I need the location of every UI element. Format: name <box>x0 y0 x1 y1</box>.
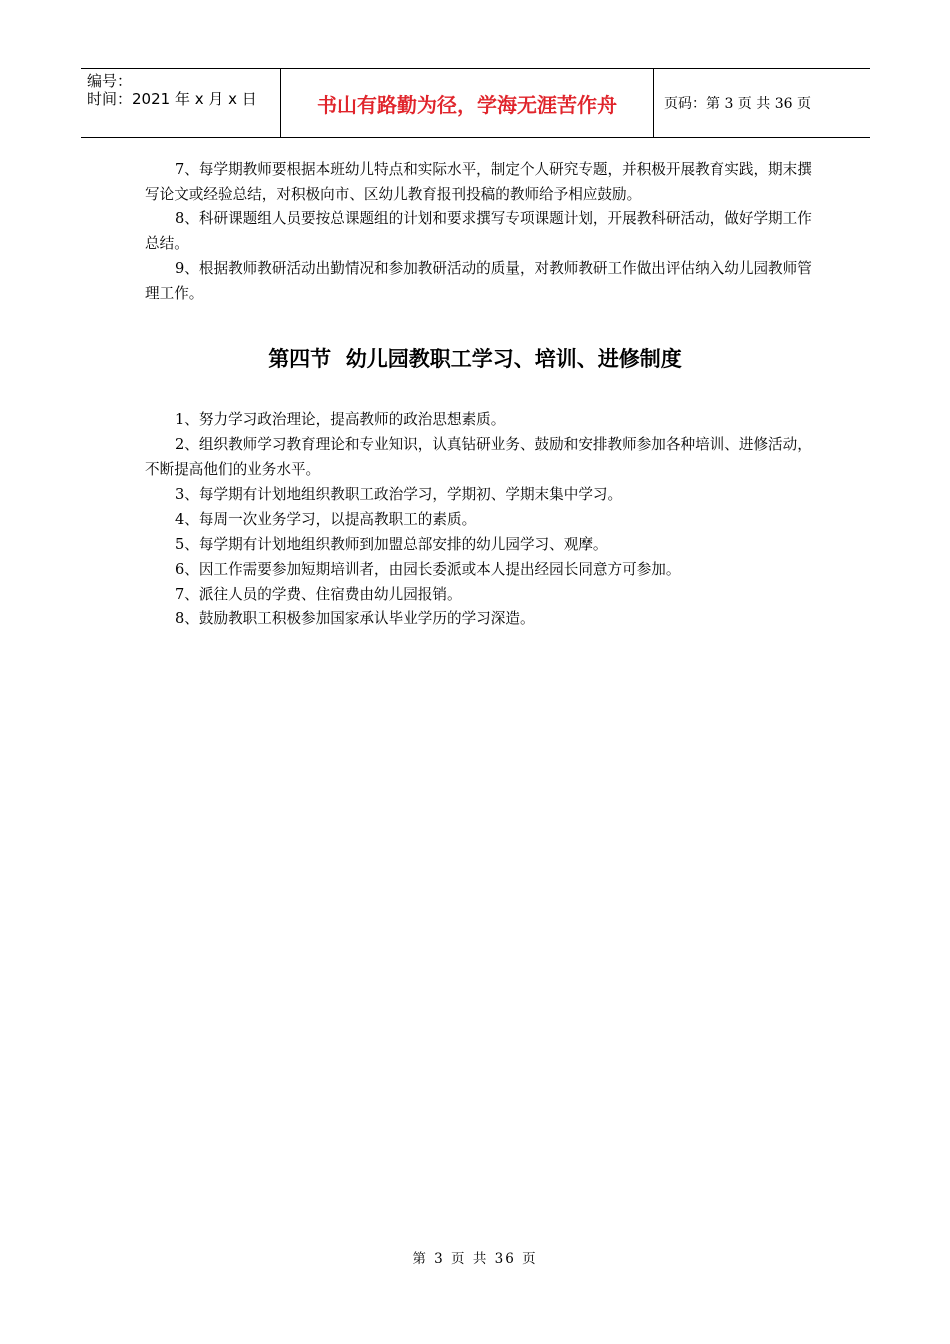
list-item: 6、因工作需要参加短期培训者，由园长委派或本人提出经园长同意方可参加。 <box>175 561 681 578</box>
list-item: 7、派往人员的学费、住宿费由幼儿园报销。 <box>175 586 462 603</box>
paragraph-item-8: 8、科研课题组人员要按总课题组的计划和要求撰写专项课题计划，开展教科研活动，做好学期工作总结。 <box>145 210 812 252</box>
section-title: 第四节 幼儿园教职工学习、培训、进修制度 <box>268 347 682 371</box>
paragraph-item-9: 9、根据教师教研活动出勤情况和参加教研活动的质量，对教师教研工作做出评估纳入幼儿园教师管理工作。 <box>145 260 812 302</box>
page-footer: 第 3 页 共 36 页 <box>412 1251 538 1267</box>
list-item: 2、组织教师学习教育理论和专业知识，认真钻研业务、鼓励和安排教师参加各种培训、进修活动，不断提高他们的业务水平。 <box>145 436 812 478</box>
page-header <box>81 68 870 138</box>
date-line: 时间：2021 年 x 月 x 日 <box>87 90 257 108</box>
list-item: 3、每学期有计划地组织教职工政治学习，学期初、学期末集中学习。 <box>175 486 623 503</box>
list-item: 8、鼓励教职工积极参加国家承认毕业学历的学习深造。 <box>175 610 535 627</box>
paragraph-item-7: 7、每学期教师要根据本班幼儿特点和实际水平，制定个人研究专题，并积极开展教育实践，期末撰写论文或经验总结，对积极向市、区幼儿教育报刊投稿的教师给予相应鼓励。 <box>145 161 812 203</box>
code-label: 编号： <box>87 72 133 90</box>
list-item: 5、每学期有计划地组织教师到加盟总部安排的幼儿园学习、观摩。 <box>175 536 608 553</box>
header-motto: 书山有路勤为径，学海无涯苦作舟 <box>281 69 654 137</box>
list-item: 1、努力学习政治理论，提高教师的政治思想素质。 <box>175 411 506 428</box>
header-page-info: 页码：第 3 页 共 36 页 <box>664 96 811 112</box>
header-meta <box>81 69 281 137</box>
list-item: 4、每周一次业务学习，以提高教职工的素质。 <box>175 511 477 528</box>
